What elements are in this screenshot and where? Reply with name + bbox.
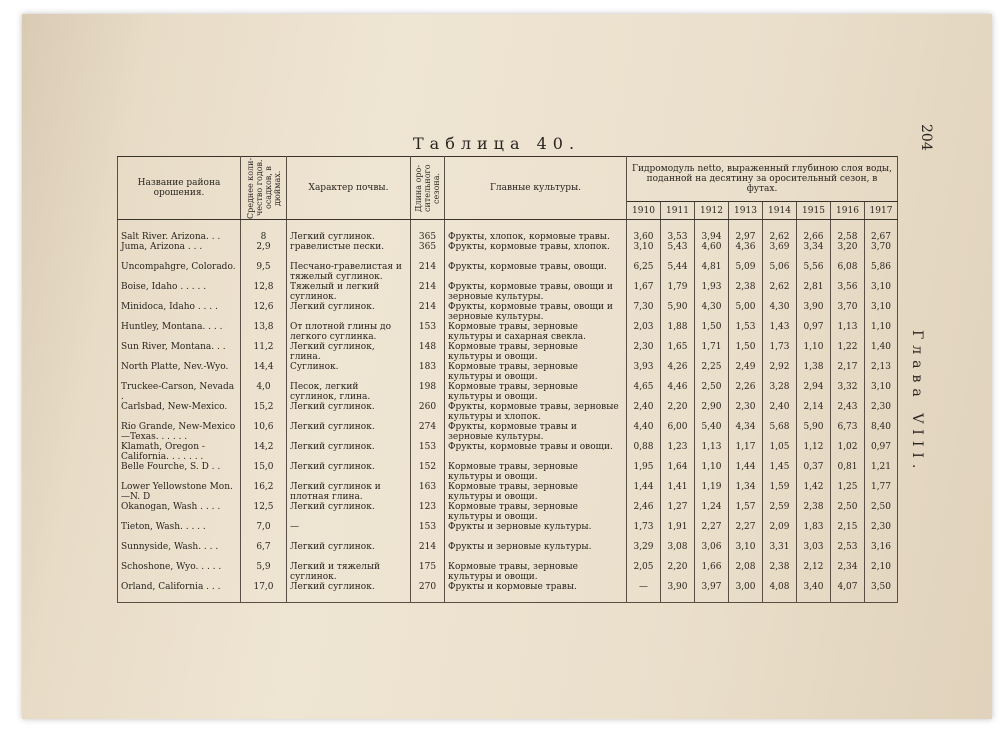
row-soil: Легкий суглинок. xyxy=(287,302,411,322)
row-value: 1,40 xyxy=(865,342,898,362)
row-precipitation: 9,5 xyxy=(241,262,287,282)
row-crops: Фрукты, кормовые травы, хлопок. xyxy=(445,242,627,262)
row-value: 1,93 xyxy=(695,282,729,302)
row-value: 0,37 xyxy=(797,462,831,482)
row-value: 2,49 xyxy=(729,362,763,382)
row-value: 5,68 xyxy=(763,422,797,442)
row-season: 175 xyxy=(411,562,445,582)
page-number: 204 xyxy=(918,124,934,151)
header-precipitation-text: Среднее коли-чество годов. осадков, в дюймах. xyxy=(245,157,282,219)
row-value: 7,30 xyxy=(627,302,661,322)
row-soil: Тяжелый и легкий суглинок. xyxy=(287,282,411,302)
row-value: 3,70 xyxy=(865,242,898,262)
row-value: 4,30 xyxy=(695,302,729,322)
table-row xyxy=(118,242,898,262)
row-value: 1,59 xyxy=(763,482,797,502)
row-value: 2,38 xyxy=(729,282,763,302)
table-row xyxy=(118,302,898,322)
header-year: 1913 xyxy=(729,202,763,220)
row-crops: Кормовые травы, зерновые культуры и овощи. xyxy=(445,362,627,382)
row-name: Salt River. Arizona. . . xyxy=(118,220,241,243)
row-value: 1,19 xyxy=(695,482,729,502)
row-value: 6,25 xyxy=(627,262,661,282)
row-value: 1,50 xyxy=(729,342,763,362)
row-value: 2,34 xyxy=(831,562,865,582)
table-row xyxy=(118,522,898,542)
row-value: 1,12 xyxy=(797,442,831,462)
row-value: 2,40 xyxy=(763,402,797,422)
row-precipitation: 4,0 xyxy=(241,382,287,402)
row-value: 1,43 xyxy=(763,322,797,342)
row-soil: Легкий суглинок и плотная глина. xyxy=(287,482,411,502)
row-value: 4,34 xyxy=(729,422,763,442)
header-hydromodule: Гидромодуль netto, выраженный глубиною слоя воды, поданной на десятину за оросительный сезон, в футах. xyxy=(627,157,898,202)
header-season xyxy=(411,157,445,220)
row-crops: Фрукты, кормовые травы, овощи и зерновые культуры. xyxy=(445,282,627,302)
row-value: 2,20 xyxy=(661,402,695,422)
table-row xyxy=(118,382,898,402)
row-value: 5,00 xyxy=(729,302,763,322)
row-crops: Фрукты, кормовые травы и зерновые культуры. xyxy=(445,422,627,442)
header-crops: Главные культуры. xyxy=(445,157,627,220)
row-name: Orland, California . . . xyxy=(118,582,241,602)
row-value: 3,90 xyxy=(661,582,695,602)
row-value: 3,32 xyxy=(831,382,865,402)
row-value: 1,44 xyxy=(627,482,661,502)
row-soil: От плотной глины до легкого суглинка. xyxy=(287,322,411,342)
row-value: 0,97 xyxy=(865,442,898,462)
table-row xyxy=(118,342,898,362)
row-value: 2,81 xyxy=(797,282,831,302)
header-year: 1917 xyxy=(865,202,898,220)
row-name: Rio Grande, New-Mexico—Texas. . . . . . xyxy=(118,422,241,442)
row-precipitation: 6,7 xyxy=(241,542,287,562)
row-value: 4,60 xyxy=(695,242,729,262)
row-season: 365 xyxy=(411,220,445,243)
row-season: 214 xyxy=(411,302,445,322)
row-value: 2,46 xyxy=(627,502,661,522)
row-precipitation: 2,9 xyxy=(241,242,287,262)
row-value: 1,05 xyxy=(763,442,797,462)
table-row xyxy=(118,582,898,602)
row-value: 0,88 xyxy=(627,442,661,462)
row-value: 3,10 xyxy=(627,242,661,262)
chapter-side-header: Глава VIII. xyxy=(909,330,925,475)
row-value: 1,02 xyxy=(831,442,865,462)
row-value: 1,73 xyxy=(627,522,661,542)
row-value: 3,69 xyxy=(763,242,797,262)
row-value: 6,00 xyxy=(661,422,695,442)
row-precipitation: 11,2 xyxy=(241,342,287,362)
row-precipitation: 17,0 xyxy=(241,582,287,602)
row-soil: Легкий суглинок. xyxy=(287,402,411,422)
row-value: 2,40 xyxy=(627,402,661,422)
table-row xyxy=(118,362,898,382)
row-value: 2,05 xyxy=(627,562,661,582)
row-precipitation: 7,0 xyxy=(241,522,287,542)
row-value: 2,90 xyxy=(695,402,729,422)
header-soil: Характер почвы. xyxy=(287,157,411,220)
row-value: 2,30 xyxy=(865,402,898,422)
row-value: 1,57 xyxy=(729,502,763,522)
row-season: 214 xyxy=(411,282,445,302)
row-name: North Platte, Nev.-Wyo. xyxy=(118,362,241,382)
row-value: 2,62 xyxy=(763,282,797,302)
row-value: 1,17 xyxy=(729,442,763,462)
row-soil: Суглинок. xyxy=(287,362,411,382)
row-season: 123 xyxy=(411,502,445,522)
row-precipitation: 8 xyxy=(241,220,287,243)
row-value: 2,15 xyxy=(831,522,865,542)
row-value: 3,56 xyxy=(831,282,865,302)
row-value: 2,62 xyxy=(763,220,797,243)
row-crops: Кормовые травы, зерновые культуры и овощи. xyxy=(445,382,627,402)
header-year: 1914 xyxy=(763,202,797,220)
header-year: 1911 xyxy=(661,202,695,220)
row-name: Uncompahgre, Colorado. xyxy=(118,262,241,282)
row-crops: Фрукты, кормовые травы, овощи и зерновые культуры. xyxy=(445,302,627,322)
table-row xyxy=(118,502,898,522)
row-value: 3,70 xyxy=(831,302,865,322)
row-value: 1,79 xyxy=(661,282,695,302)
row-name: Okanogan, Wash . . . . xyxy=(118,502,241,522)
row-value: 0,97 xyxy=(797,322,831,342)
row-name: Klamath, Oregon - California. . . . . . . xyxy=(118,442,241,462)
row-soil: Легкий суглинок. xyxy=(287,542,411,562)
row-value: 2,17 xyxy=(831,362,865,382)
row-value: 1,64 xyxy=(661,462,695,482)
row-value: 1,27 xyxy=(661,502,695,522)
row-crops: Фрукты и зерновые культуры. xyxy=(445,522,627,542)
row-value: 2,58 xyxy=(831,220,865,243)
row-precipitation: 14,2 xyxy=(241,442,287,462)
table-row xyxy=(118,262,898,282)
row-soil: Легкий суглинок. xyxy=(287,462,411,482)
row-season: 214 xyxy=(411,262,445,282)
row-value: 0,81 xyxy=(831,462,865,482)
row-value: 1,95 xyxy=(627,462,661,482)
row-season: 148 xyxy=(411,342,445,362)
row-season: 198 xyxy=(411,382,445,402)
row-value: 2,50 xyxy=(695,382,729,402)
row-crops: Фрукты и зерновые культуры. xyxy=(445,542,627,562)
row-crops: Кормовые травы, зерновые культуры и овощи. xyxy=(445,562,627,582)
row-value: 1,13 xyxy=(695,442,729,462)
row-value: 5,40 xyxy=(695,422,729,442)
table-row xyxy=(118,282,898,302)
row-precipitation: 5,9 xyxy=(241,562,287,582)
row-value: 1,45 xyxy=(763,462,797,482)
row-value: 2,20 xyxy=(661,562,695,582)
row-value: 2,50 xyxy=(831,502,865,522)
row-value: 1,88 xyxy=(661,322,695,342)
row-value: 2,27 xyxy=(729,522,763,542)
row-value: 1,91 xyxy=(661,522,695,542)
row-value: 3,29 xyxy=(627,542,661,562)
row-soil: Легкий суглинок. xyxy=(287,442,411,462)
row-value: 2,25 xyxy=(695,362,729,382)
row-value: 5,09 xyxy=(729,262,763,282)
row-soil: Легкий и тяжелый суглинок. xyxy=(287,562,411,582)
row-value: 6,73 xyxy=(831,422,865,442)
row-value: 2,14 xyxy=(797,402,831,422)
row-soil: Легкий суглинок. xyxy=(287,422,411,442)
row-soil: Песок, легкий суглинок, глина. xyxy=(287,382,411,402)
row-value: 2,30 xyxy=(729,402,763,422)
row-season: 163 xyxy=(411,482,445,502)
row-value: 2,03 xyxy=(627,322,661,342)
row-value: 4,07 xyxy=(831,582,865,602)
row-name: Schoshone, Wyo. . . . . xyxy=(118,562,241,582)
row-value: 4,08 xyxy=(763,582,797,602)
header-year: 1916 xyxy=(831,202,865,220)
row-name: Lower Yellowstone Mon.—N. D xyxy=(118,482,241,502)
row-value: 4,40 xyxy=(627,422,661,442)
row-precipitation: 14,4 xyxy=(241,362,287,382)
row-soil: Легкий суглинок, глина. xyxy=(287,342,411,362)
irrigation-table xyxy=(117,156,898,603)
row-value: 5,43 xyxy=(661,242,695,262)
row-value: 1,38 xyxy=(797,362,831,382)
row-soil: Легкий суглинок. xyxy=(287,220,411,243)
row-season: 260 xyxy=(411,402,445,422)
row-value: 4,81 xyxy=(695,262,729,282)
row-value: 1,44 xyxy=(729,462,763,482)
row-value: 2,38 xyxy=(797,502,831,522)
row-value: 2,59 xyxy=(763,502,797,522)
row-crops: Кормовые травы, зерновые культуры и овощи. xyxy=(445,502,627,522)
row-value: 5,44 xyxy=(661,262,695,282)
row-value: 1,42 xyxy=(797,482,831,502)
row-precipitation: 13,8 xyxy=(241,322,287,342)
row-soil: Легкий суглинок. xyxy=(287,502,411,522)
row-precipitation: 16,2 xyxy=(241,482,287,502)
row-value: 3,93 xyxy=(627,362,661,382)
row-value: 1,21 xyxy=(865,462,898,482)
row-season: 274 xyxy=(411,422,445,442)
header-year: 1915 xyxy=(797,202,831,220)
row-value: 3,10 xyxy=(865,282,898,302)
table-row xyxy=(118,442,898,462)
table-title: Таблица 40. xyxy=(413,134,581,153)
row-value: 3,53 xyxy=(661,220,695,243)
header-name: Название района орошения. xyxy=(118,157,241,220)
row-value: 2,10 xyxy=(865,562,898,582)
row-value: 3,03 xyxy=(797,542,831,562)
row-value: 4,26 xyxy=(661,362,695,382)
row-name: Huntley, Montana. . . . xyxy=(118,322,241,342)
table-row xyxy=(118,542,898,562)
row-value: 1,83 xyxy=(797,522,831,542)
row-soil: Песчано-гравелистая и тяжелый суглинок. xyxy=(287,262,411,282)
row-value: 5,86 xyxy=(865,262,898,282)
row-value: 1,53 xyxy=(729,322,763,342)
row-crops: Фрукты, кормовые травы и овощи. xyxy=(445,442,627,462)
table-row xyxy=(118,462,898,482)
row-value: 1,34 xyxy=(729,482,763,502)
row-value: 1,73 xyxy=(763,342,797,362)
row-value: 1,50 xyxy=(695,322,729,342)
row-name: Belle Fourche, S. D . . xyxy=(118,462,241,482)
row-value: 3,50 xyxy=(865,582,898,602)
row-value: 3,20 xyxy=(831,242,865,262)
row-season: 153 xyxy=(411,442,445,462)
row-value: 2,94 xyxy=(797,382,831,402)
row-value: 1,22 xyxy=(831,342,865,362)
row-value: 3,10 xyxy=(865,382,898,402)
row-value: 3,90 xyxy=(797,302,831,322)
row-value: 3,00 xyxy=(729,582,763,602)
row-value: 8,40 xyxy=(865,422,898,442)
row-value: 1,13 xyxy=(831,322,865,342)
row-crops: Фрукты, хлопок, кормовые травы. xyxy=(445,220,627,243)
row-value: 2,08 xyxy=(729,562,763,582)
row-value: 4,30 xyxy=(763,302,797,322)
row-value: 3,60 xyxy=(627,220,661,243)
row-name: Sun River, Montana. . . xyxy=(118,342,241,362)
row-crops: Кормовые травы, зерновые культуры и сахарная свекла. xyxy=(445,322,627,342)
row-season: 183 xyxy=(411,362,445,382)
header-year: 1910 xyxy=(627,202,661,220)
row-soil: гравелистые пески. xyxy=(287,242,411,262)
row-value: 3,31 xyxy=(763,542,797,562)
row-value: 5,06 xyxy=(763,262,797,282)
row-value: 1,67 xyxy=(627,282,661,302)
row-value: 3,10 xyxy=(865,302,898,322)
row-crops: Фрукты, кормовые травы, овощи. xyxy=(445,262,627,282)
row-value: 1,24 xyxy=(695,502,729,522)
row-name: Juma, Arizona . . . xyxy=(118,242,241,262)
header-year: 1912 xyxy=(695,202,729,220)
row-value: 1,41 xyxy=(661,482,695,502)
row-value: 2,50 xyxy=(865,502,898,522)
row-season: 152 xyxy=(411,462,445,482)
row-value: 3,08 xyxy=(661,542,695,562)
row-value: 3,94 xyxy=(695,220,729,243)
row-value: 3,40 xyxy=(797,582,831,602)
row-value: 2,66 xyxy=(797,220,831,243)
row-value: 2,43 xyxy=(831,402,865,422)
row-precipitation: 10,6 xyxy=(241,422,287,442)
row-precipitation: 12,5 xyxy=(241,502,287,522)
row-precipitation: 15,2 xyxy=(241,402,287,422)
header-season-text: Длина оро-сительного сезона. xyxy=(414,164,441,212)
row-value: 1,10 xyxy=(797,342,831,362)
row-name: Sunnyside, Wash. . . . xyxy=(118,542,241,562)
row-value: 2,53 xyxy=(831,542,865,562)
row-value: 2,26 xyxy=(729,382,763,402)
row-value: 2,09 xyxy=(763,522,797,542)
row-crops: Кормовые травы, зерновые культуры и овощи. xyxy=(445,462,627,482)
row-value: 2,13 xyxy=(865,362,898,382)
row-season: 270 xyxy=(411,582,445,602)
row-value: 2,30 xyxy=(627,342,661,362)
table-row xyxy=(118,422,898,442)
row-value: 6,08 xyxy=(831,262,865,282)
row-value: 2,30 xyxy=(865,522,898,542)
row-value: 1,23 xyxy=(661,442,695,462)
row-value: 3,16 xyxy=(865,542,898,562)
table-row xyxy=(118,562,898,582)
row-value: 2,67 xyxy=(865,220,898,243)
row-value: — xyxy=(627,582,661,602)
row-precipitation: 12,6 xyxy=(241,302,287,322)
row-value: 3,34 xyxy=(797,242,831,262)
row-value: 1,71 xyxy=(695,342,729,362)
row-name: Carlsbad, New-Mexico. xyxy=(118,402,241,422)
row-value: 1,25 xyxy=(831,482,865,502)
row-value: 3,06 xyxy=(695,542,729,562)
table-row xyxy=(118,220,898,243)
row-value: 4,46 xyxy=(661,382,695,402)
table-row xyxy=(118,402,898,422)
row-value: 2,92 xyxy=(763,362,797,382)
row-value: 5,56 xyxy=(797,262,831,282)
row-soil: — xyxy=(287,522,411,542)
row-season: 365 xyxy=(411,242,445,262)
row-value: 4,65 xyxy=(627,382,661,402)
row-precipitation: 15,0 xyxy=(241,462,287,482)
row-value: 1,10 xyxy=(865,322,898,342)
table-row xyxy=(118,322,898,342)
row-crops: Фрукты, кормовые травы, зерновые культуры и хлопок. xyxy=(445,402,627,422)
row-name: Tieton, Wash. . . . . xyxy=(118,522,241,542)
row-value: 5,90 xyxy=(661,302,695,322)
row-crops: Кормовые травы, зерновые культуры и овощи. xyxy=(445,342,627,362)
row-value: 5,90 xyxy=(797,422,831,442)
row-crops: Кормовые травы, зерновые культуры и овощи. xyxy=(445,482,627,502)
row-value: 2,12 xyxy=(797,562,831,582)
row-value: 4,36 xyxy=(729,242,763,262)
row-value: 3,28 xyxy=(763,382,797,402)
header-precipitation xyxy=(241,157,287,220)
row-season: 153 xyxy=(411,522,445,542)
row-precipitation: 12,8 xyxy=(241,282,287,302)
table-row xyxy=(118,482,898,502)
row-value: 1,65 xyxy=(661,342,695,362)
row-value: 2,27 xyxy=(695,522,729,542)
row-name: Truckee-Carson, Nevada . xyxy=(118,382,241,402)
row-value: 1,66 xyxy=(695,562,729,582)
row-season: 153 xyxy=(411,322,445,342)
row-name: Boise, Idaho . . . . . xyxy=(118,282,241,302)
row-value: 3,10 xyxy=(729,542,763,562)
row-soil: Легкий суглинок. xyxy=(287,582,411,602)
row-value: 1,10 xyxy=(695,462,729,482)
row-value: 2,97 xyxy=(729,220,763,243)
row-value: 2,38 xyxy=(763,562,797,582)
row-name: Minidoca, Idaho . . . . xyxy=(118,302,241,322)
row-value: 3,97 xyxy=(695,582,729,602)
row-crops: Фрукты и кормовые травы. xyxy=(445,582,627,602)
row-value: 1,77 xyxy=(865,482,898,502)
row-season: 214 xyxy=(411,542,445,562)
